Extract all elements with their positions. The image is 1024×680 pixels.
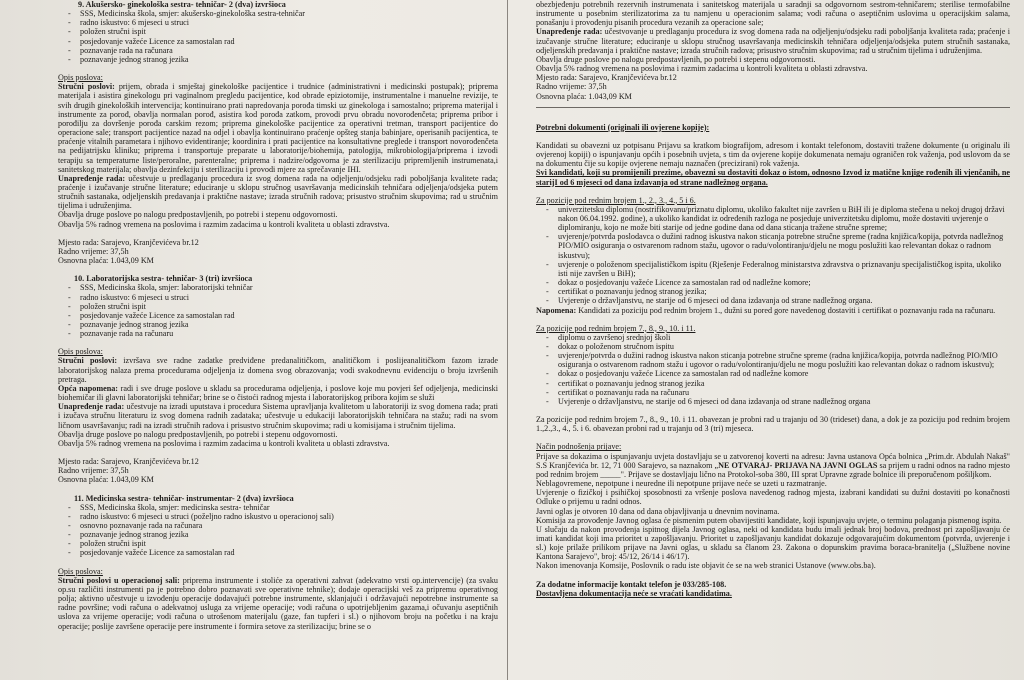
strucni-text: izvršava sve radne zadatke predviđene predanalitičkom, analitičkom i poslijeanalitičkom fazom izrade laboratorijskog nalaza prema procedurama odjeljenja iz domena svog obrazovanja; vodi svakodnevnu evidenciju o broju izvršenih pretraga.	[58, 356, 498, 384]
right-column	[536, 0, 1010, 680]
radno-vrijeme: Radno vrijeme: 37,5h	[58, 466, 129, 476]
position-10-requirements	[58, 283, 498, 338]
application-note-4: Komisija za provođenje Javnog oglasa će pismenim putem obavijestiti kandidate, koji ispunjavaju uvjete, o terminu polaganja pismenog ispita.	[536, 515, 1002, 525]
unapredjenje-label: Unapređenje rada:	[536, 27, 603, 37]
group-1-heading: Za pozicije pod rednim brojem 1., 2., 3., 4., 5 i 6.	[536, 195, 696, 205]
column-divider	[507, 0, 508, 680]
unapredjenje-label: Unapređenje rada:	[58, 173, 126, 183]
opca-napomena-text: radi i sve druge poslove u skladu sa procedurama odjeljenja, i poslove koje mu povjeri šef odjeljenja, medicinski biohemičar ili glavni laboratorijski tehničar; brine se o čistoći radnog mjesta i laboratorijskog pribora kojim se služi	[58, 383, 498, 403]
probni-rad: Za pozicije pod rednim brojem 7., 8., 9., 10. i 11. obavezan je probni rad u trajanju od 30 (trideset) dana, a dok je za poziciju pod rednim brojem 1.,2.,3., 4., 5. i 6. obavezan probni rad u trajanju od 3 (tri) mjeseca.	[536, 415, 1010, 434]
strucni-text: prijem, obrada i smještaj ginekološke pacijentice i trudnice (administrativni i medicinski postupak); priprema materijala i asistira ginekologu pri vaginalnom pregledu pacijentice, kod obrade epiziotomije, instrumentalne i manuelne revizije, te svih drugih ginekoloških intervencija; kontinuirano prati napredovanja porođa timski uz ginekologa i samostalno; priprema materijal i instrumente za porođ, obavlja normalan porođ, asistira kod porođa zatkom, provodi prvu obradu novorođenčeta; priprema pribor i porođilju za dovršenje porođa carskim rezom; priprema ginekološke pacijentice za operativni tretman, transport pacijentice do operacione sale; transport pacijentice nazad na odjel i obavlja kontinuirano praćenje opšteg stanja babinjare, operisanih pacijentica, te praćenje vitalnih parametara i njihovo evidentiranje; koordinira i prati pacijentice na konsultativne preglede i transport novorođenčeta na pedijatrijsku kliniku; priprema i transportuje preparate u laboratorije/biohemija, patologija, mikrobiologija/priprema i izvodi terapiju sa temperaturne liste/peroralne, parenteralne; priprema i nadzire/odgovorna je za sterilizaciju pripremljenih instrumenata,i sanitetskog materijala; obavlja dezinfekciju i sterilizaciju i provodi mjere za sprečavanje IHI.	[58, 82, 498, 174]
application-address-rest: sa prijem u radni odnos na radno mjesto pod rednim brojem _____". Prijave se dostavljaju lično na Protokol-soba 380, III sprat Upravne zgrade bolnice ili preporučenom pošiljkom.	[536, 460, 1010, 479]
application-address	[536, 452, 1010, 479]
document-item: - univerzitetsku diplomu (nostrifikovanu/priznatu diplomu, ukoliko fakultet nije završen u BiH ili je diploma stečena u nekoj drugoj državi nakon 06.04.1992. godine), a ukoliko kandidat iz određenih razloga ne posjeduje univerzitetsku diplomu, može dostaviti uvjerenje o diplomiranju, kojo ne može biti starije od jedne godine dana od dana sticanja tražene stručne spreme;	[558, 205, 1010, 232]
section-rule	[536, 107, 1010, 108]
document-item: - certifikat o poznavanju jednog stranog jezika;	[558, 287, 1010, 296]
unapredjenje-text: učestvuje na izradi uputstava i procedura Sistema upravljanja kvalitetom u laboratoriji iz svog domena rada; prati i izučava stručnu literaturu iz svog domena radnih zadataka; učestvuje u edukaciji laboratorijskih tehničara na stažu; radi na svom ličnom usavršavanju; radi na izradi stručnih radova i prisustvo stručnim skupovima; radi u komisijama i stručnim tijelima.	[58, 402, 498, 430]
strucni-text: priprema instrumente i stoliće za operativni zahvat (adekvatno vrsti op.intervencije) (za svaku op.su različiti instrumenti pa je potrebno dobro poznavati sve operativne tehnike); dodaje operacijski veš za pripremu operativnog polja; aktivno učestvuje u izvođenju operacije dodavajući potrebne instrumente, sklanjajući i održavajući nepotrebne instrumente sa radne površine; vodi računa o adekvatnoj usluga za vrijeme operacije; vodi računa o upotrijebljenim gazama,i očuvanju aseptičnih uslova za vrijeme operacije; vodi računa o utrošenom materijalu (gaze, fan tupferi i sl.) o njihovom broju na početku i na kraju operacije; poslije završene operacije pere instrumente i formira setove za sterilizaciju; brine se o	[58, 575, 498, 631]
application-note-1: Neblagovremene, nepotpune i neuredne ili nepotpune prijave neće se uzeti u razmatranje.	[536, 479, 827, 489]
strucni-paragraph	[58, 576, 498, 631]
radno-vrijeme: Radno vrijeme: 37,5h	[58, 246, 129, 256]
documents-surname-note: Svi kandidati, koji su promijenili prezime, obavezni su dostaviti dokaz o istom, odnosno Izvod iz matične knjige rođenih ili vjenčanih, ne starijI od 6 mjeseci od dana izdavanja od strane nadležnog organa.	[536, 168, 1010, 187]
requirement-item: - poznavanje rada na računara	[80, 46, 498, 55]
document-item: - Uvjerenje o državljanstvu, ne starije od 6 mjeseci od dana izdavanja od strane nadležnog organa.	[558, 296, 1010, 305]
requirement-item: - SSS, Medicinska škola, smjer: medicinska sestra- tehničar	[80, 503, 498, 512]
document-item: - certifikat o poznavanju jednog stranog jezika	[558, 379, 1010, 388]
requirement-item: - posjedovanje važeće Licence za samostalan rad	[80, 37, 498, 46]
requirement-item: - radno iskustvo: 6 mjeseci u struci	[80, 293, 498, 302]
group-2-list	[536, 333, 1010, 406]
document-item: - dokaz o posjedovanju važeće Licence za samostalan rad od nadležne komore;	[558, 278, 1010, 287]
requirement-item: - posjedovanje važeće Licence za samostalan rad	[80, 548, 498, 557]
document-item: - uvjerenje/potvrda poslodavca o dužini radnog iskustva nakon sticanja potrebne stručne spreme (radna knjižica/kopija, potvrda nadležnog PIO/MIO osiguranja o ostvarenom radnom stažu, ugovor o radu/volontiranju/djelu ne mogu poslužiti kao relevantan dokaz o radnom iskustvu);	[558, 232, 1010, 259]
radno-vrijeme: Radno vrijeme: 37,5h	[536, 82, 607, 92]
opis-label: Opis poslova:	[58, 347, 103, 357]
documents-heading: Potrebni dokumenti (originali ili ovjerene kopije):	[536, 122, 710, 132]
ostali-poslovi: Obavlja druge poslove po nalogu predpostavljenih, po potrebi i stepenu odgovornosti.	[58, 210, 338, 220]
osnovna-placa: Osnovna plaća: 1.043,09 KM	[58, 475, 154, 485]
ostali-poslovi: Obavlja druge poslove po nalogu predpostavljenih, po potrebi i stepenu odgovornosti.	[58, 429, 338, 439]
percent-note: Obavlja 5% radnog vremena na poslovima i razmim zadacima u kontroli kvaliteta u oblasti zdravstva.	[58, 219, 390, 229]
napomena-text: Kandidati za poziciju pod rednim brojem 1., dužni su pored gore navedenog dostaviti i certifikat o poznavanju rada na računaru.	[578, 305, 996, 315]
requirement-item: - SSS, Medicinska škola, smjer: laboratorijski tehničar	[80, 283, 498, 292]
requirement-item: - poznavanje jednog stranog jezika	[80, 530, 498, 539]
osnovna-placa: Osnovna plaća: 1.043,09 KM	[58, 256, 154, 266]
application-heading: Način podnošenja prijave:	[536, 442, 622, 452]
requirement-item: - posjedovanje važeće Licence za samostalan rad	[80, 311, 498, 320]
requirement-item: - poznavanje jednog stranog jezika	[80, 320, 498, 329]
osnovna-placa: Osnovna plaća: 1.043,09 KM	[536, 91, 632, 101]
strucni-label: Stručni poslovi:	[58, 356, 118, 366]
requirement-item: - radno iskustvo: 6 mjeseci u struci (poželjno radno iskustvo u operacionoj sali)	[80, 512, 498, 521]
continued-text: obezbjeđenju potrebnih rezervnih instrumenata i sanitetskog materijala u saradnji sa odgovornom sestrom-tehničarem; sterilise termofabilne instrumente u posebnim sterilizatorima za tu namjenu u operacionim salama; vodi računa o aseptičnim uslovima u operacijskim salama, ponašanju i provođenju pisanih procedura vezanih za operacione sale;	[536, 0, 1010, 28]
application-address-text: Prijave sa dokazima o ispunjavanju uvjeta dostavljaju se u zatvorenoj koverti na adresu: Javna ustanova Opća bolnica „Prim.dr. Abdulah Nakaš" S.S Kranjčevića br. 12, 71 000 Sarajevo, sa naznakom „	[536, 451, 1010, 470]
document-item: - dokaz o posjedovanju važeće Licence za samostalan rad od nadležne komore	[558, 369, 1010, 378]
position-9-title: 9. Akušersko- ginekološka sestra- tehničar- 2 (dva) izvršioca	[78, 0, 286, 9]
position-9-requirements	[58, 9, 498, 64]
application-note-6: Nakon imenovanja Komsije, Poslovnik o radu iste objavit će se na web stranici Ustanove (www.obs.ba).	[536, 561, 876, 571]
position-11-title: 11. Medicinska sestra- tehničar- instrumentar- 2 (dva) izvršioca	[74, 493, 294, 503]
requirement-item: - radno iskustvo: 6 mjeseci u struci	[80, 18, 498, 27]
document-item: - uvjerenje o položenom specijalističkom ispitu (Rješenje Federalnog ministarstva zdravstva o priznavanju specijalističkog ispita, ukoliko isti nije završen u BiH);	[558, 260, 1010, 278]
document-item: - Uvjerenje o državljanstvu, ne starije od 6 mjeseci od dana izdavanja od strane nadležnog organa	[558, 397, 1010, 406]
documents-intro: Kandidati su obavezni uz potpisanu Prijavu sa kratkom biografijom, adresom i kontakt telefonom, dostaviti tražene dokumente (u originalu ili ovjerenoj kopiji) o ispunjavanju općih i posebnih uvjeta, s tim da ovjerene kopije dokumenata nemaju ograničen rok važenja, pod uslovom da se na dokumentu čije su kopije ovjerene nemaju naznačen (precizirani) rok važenja.	[536, 140, 1010, 169]
ostali-poslovi: Obavlja druge poslove po nalogu predpostavljenih, po potrebi i stepenu odgovornosti.	[536, 54, 816, 64]
strucni-label: Stručni poslovi u operacionoj sali:	[58, 575, 180, 585]
unapredjenje-label: Unapređenje rada:	[58, 402, 125, 412]
document-item: - certifikat o poznavanju rada na računaru	[558, 388, 1010, 397]
unapredjenje-paragraph	[58, 174, 498, 211]
requirement-item: - SSS, Medicinska škola, smjer: akušersko-ginekološka sestra-tehničar	[80, 9, 498, 18]
requirement-item: - položen stručni ispit	[80, 27, 498, 36]
left-column	[58, 0, 498, 680]
strucni-paragraph	[58, 82, 498, 174]
position-10-title: 10. Laboratorijska sestra- tehničar- 3 (tri) izvršioca	[74, 274, 253, 284]
percent-note: Obavlja 5% radnog vremena na poslovima i razmim zadacima u kontroli kvaliteta u oblasti zdravstva.	[536, 64, 868, 74]
opis-label: Opis poslova:	[58, 566, 103, 576]
strucni-paragraph	[58, 356, 498, 383]
contact-line: Za dodatne informacije kontakt telefon je 033/285-108.	[536, 579, 727, 589]
application-note-3: Javni oglas je otvoren 10 dana od dana objavljivanja u dnevnim novinama.	[536, 506, 780, 516]
position-11-requirements	[58, 503, 498, 558]
unapredjenje-paragraph	[536, 27, 1010, 54]
opca-napomena-paragraph	[58, 384, 498, 402]
strucni-label: Stručni poslovi:	[58, 82, 115, 92]
requirement-item: - položen stručni ispit	[80, 302, 498, 311]
document-item: - diplomu o završenoj srednjoj školi	[558, 333, 1010, 342]
group-1-list	[536, 205, 1010, 306]
requirement-item: - položen stručni ispit	[80, 539, 498, 548]
napomena-paragraph	[536, 306, 1010, 315]
unapredjenje-text: učestvuje u predlaganju procedura iz svog domena rada na odjeljenju/odsjeku radi poboljšanja kvalitete rada; praćenje i izučavanje stručne literature; educiranje u sklopu stručnog usavršavanja medicinskih tehničara odjeljenja/odsjeka putem stručnih sastanaka, odjeljenskih predavanja i praktične nastave; izrada stručnih radova; prisustvo stručnim skupovima; rad u stručnim tijelima i udruženjima.	[58, 173, 498, 211]
requirement-item: - poznavanje rada na računaru	[80, 329, 498, 338]
document-item: - dokaz o položenom stručnom ispitu	[558, 342, 1010, 351]
application-note-5: U slučaju da nakon provođenja ispitnog dijela Javnog oglasa, neki od kandidata budu imali jednak broj bodova, prednost pri zapošljavanju će imati kandidat koji ima prioritet u zapošljavanju. Prioritet u zapošljavanju kandidat dokazuje odgovarajućim dokumentom (potvrda, uvjerenje i sl.) koje prilaže prilikom prijave na Javni oglas, u skladu sa članom 23. Zakona o dopunskim pravima boraca-branitelja („Službene novine Kantona Sarajevo", broj: 45/12, 26/14 i 46/17).	[536, 524, 1010, 562]
mjesto-rada: Mjesto rada: Sarajevo, Kranjčevićeva br.12	[536, 73, 677, 83]
unapredjenje-paragraph	[58, 402, 498, 429]
ne-otvaraj-label: NE OTVARAJ- PRIJAVA NA JAVNI OGLAS	[718, 460, 878, 470]
group-2-heading: Za pozicije pod rednim brojem 7., 8., 9., 10. i 11.	[536, 323, 696, 333]
percent-note: Obavlja 5% radnog vremena na poslovima i razmim zadacima u kontroli kvaliteta u oblasti zdravstva.	[58, 438, 390, 448]
requirement-item: - poznavanje jednog stranog jezika	[80, 55, 498, 64]
document-item: - uvjerenje/potvrda o dužini radnog iskustva nakon sticanja potrebne stručne spreme (radna knjižica/kopija, potvrda nadležnog PIO/MIO osiguranja o ostvarenom radnom stažu i ugovor o radu/volontiranju/djelu ne mogu poslužiti kao relevantan dokaz o radnom iskustvu);	[558, 351, 1010, 369]
requirement-item: - osnovno poznavanje rada na računara	[80, 521, 498, 530]
unapredjenje-text: učestvovanje u predlaganju procedura iz svog domena rada na odjeljenju/odsjeku radi poboljšanja kvaliteta rada; praćenje i izučavanje stručne literature; educiranje u sklopu stručnog usavršavanja medicinskih tehničara odjeljenja/odsjeka putem stručnih sastanaka, odjeljenskih predavanja i praktične nastave; izrada stručnih radova; prisustvo stručnim skupovima; rad u stručnim tijelima i udruženjima.	[536, 27, 1010, 55]
application-note-2: Uvjerenje o fizičkoj i psihičkoj sposobnosti za vršenje poslova navedenog radnog mjesta, izabrani kandidati su dužni dostaviti po konačnosti Odluke o prijemu u radni odnos.	[536, 488, 1010, 507]
opca-napomena-label: Opća napomena:	[58, 383, 118, 393]
napomena-label: Napomena:	[536, 305, 577, 315]
opis-label: Opis poslova:	[58, 73, 103, 83]
documents-not-returned: Dostavljena dokumentacija neće se vraćati kandidatima.	[536, 588, 732, 598]
mjesto-rada: Mjesto rada: Sarajevo, Kranjčevićeva br.12	[58, 237, 199, 247]
mjesto-rada: Mjesto rada: Sarajevo, Kranjčevićeva br.12	[58, 457, 199, 467]
